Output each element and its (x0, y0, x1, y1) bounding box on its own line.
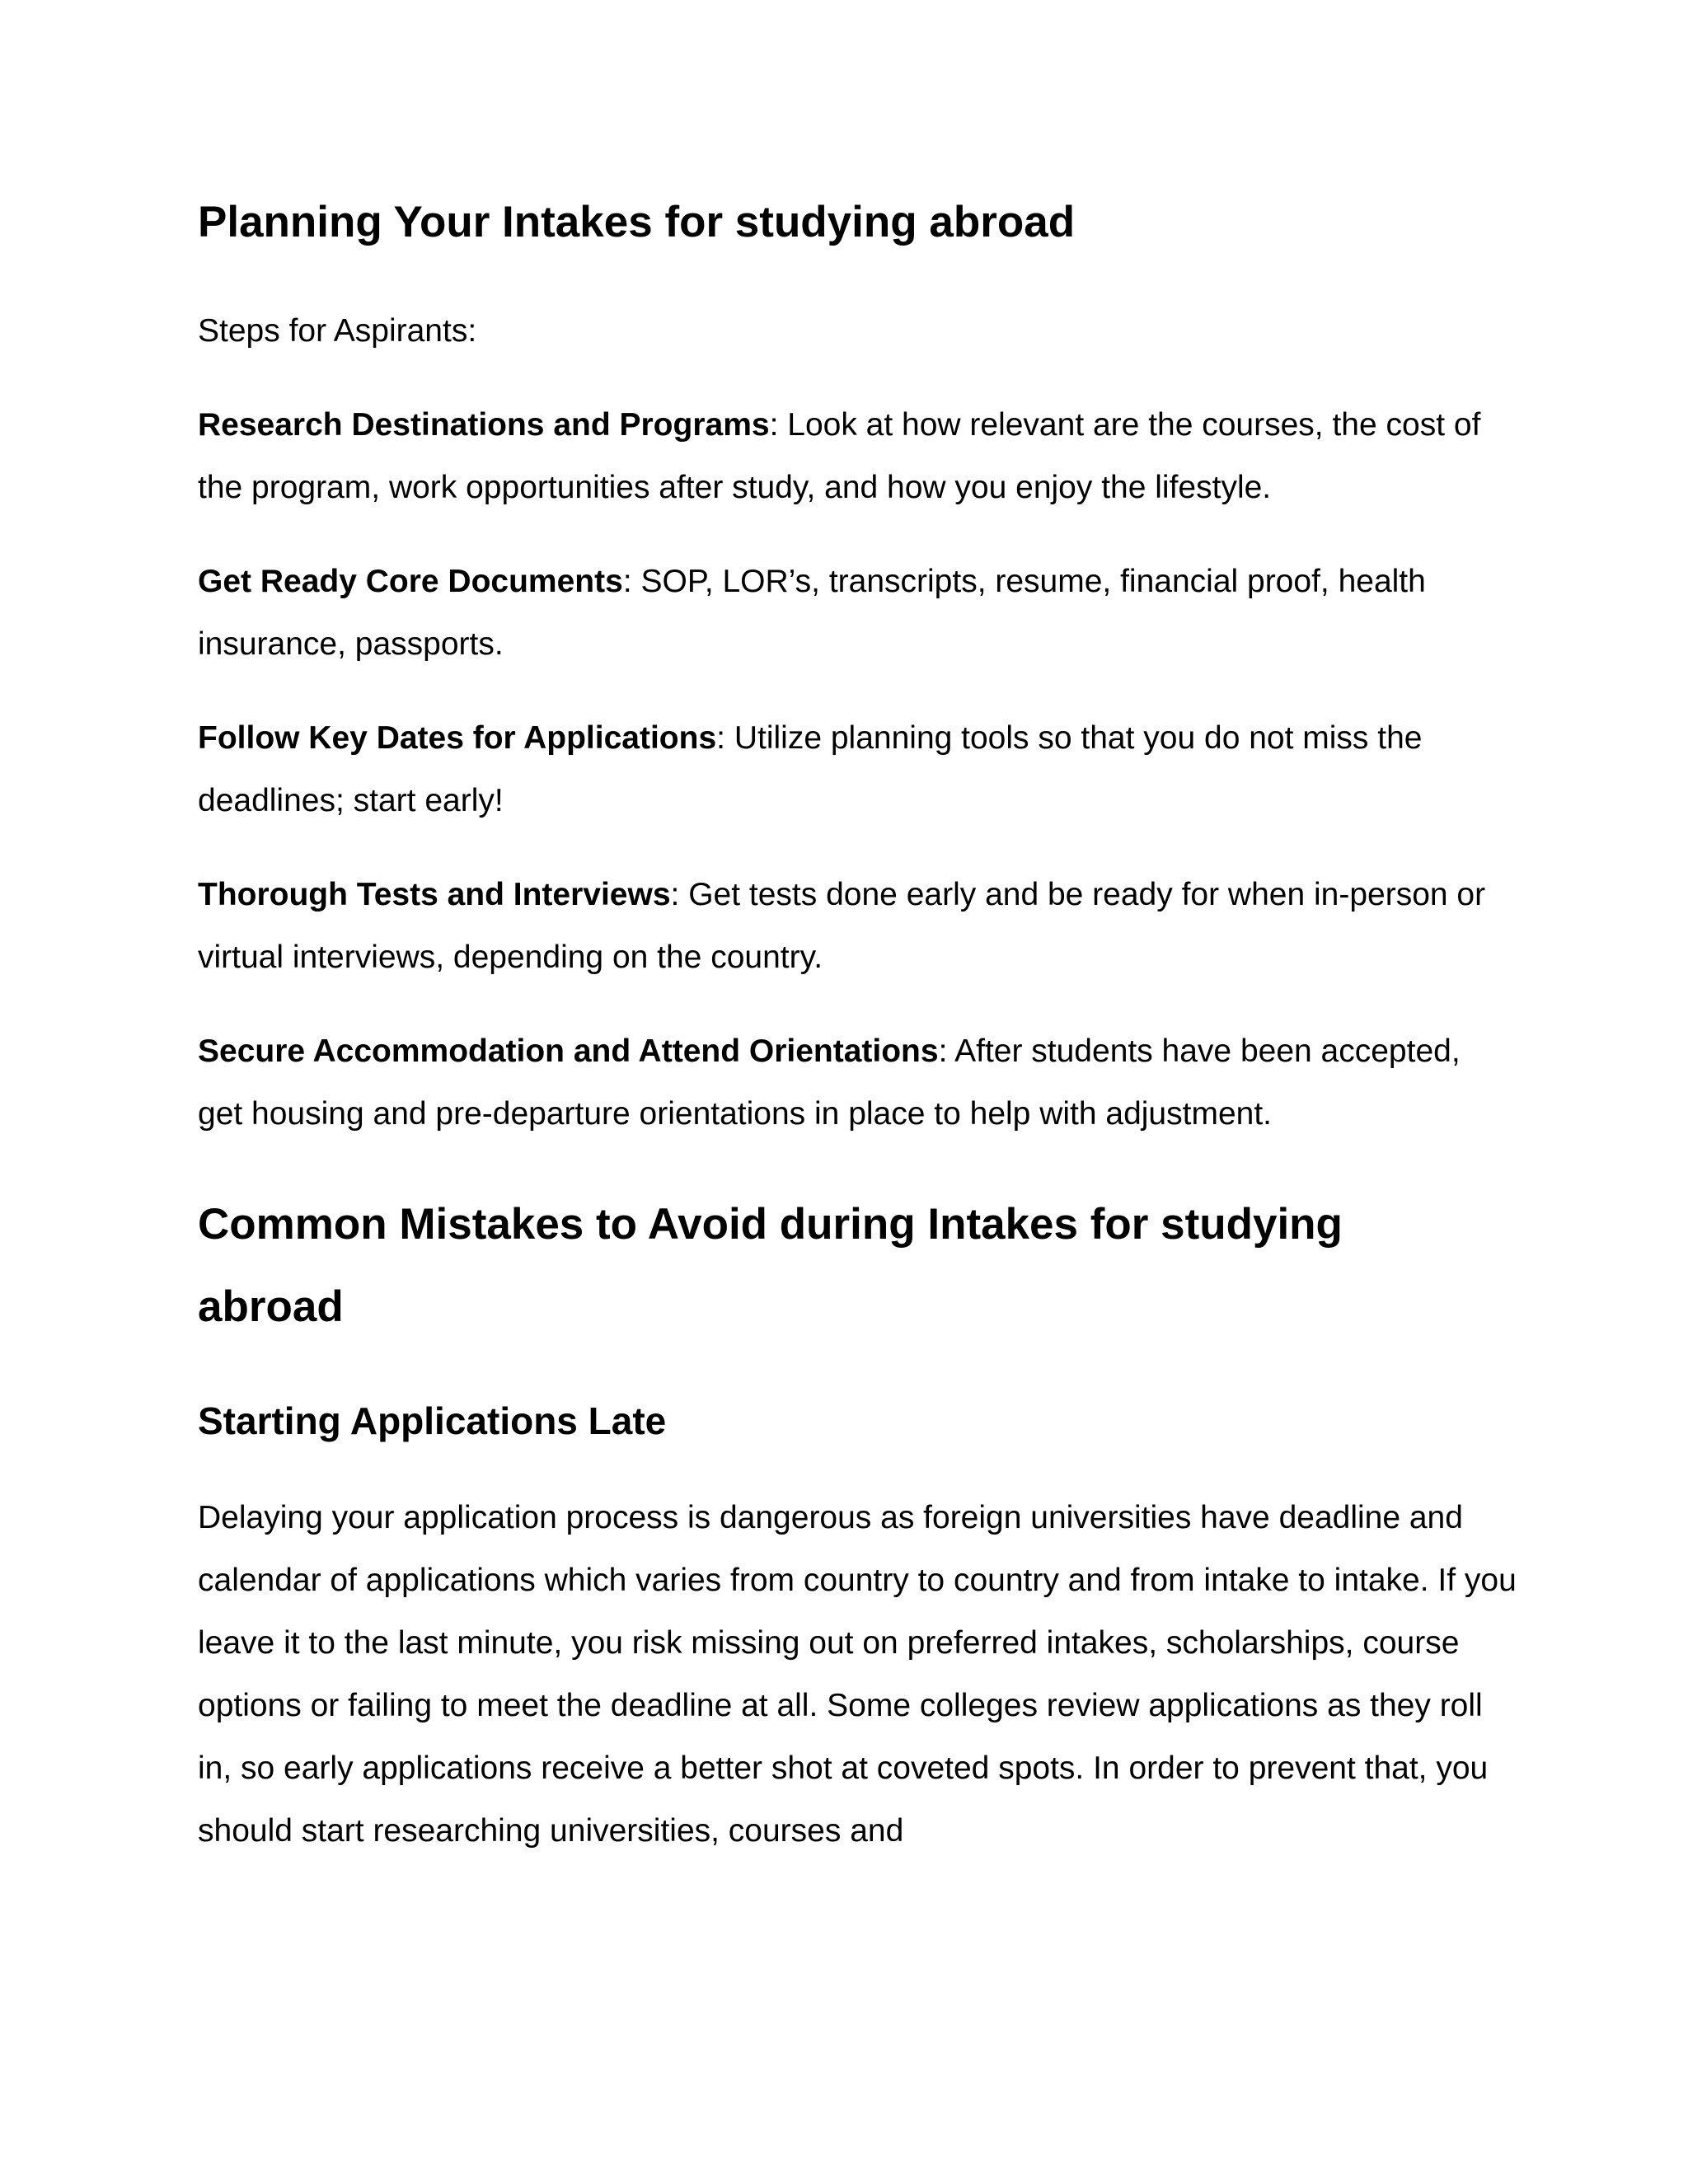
subsection-title: Starting Applications Late (198, 1399, 667, 1442)
section-title-common-mistakes: Common Mistakes to Avoid during Intakes for studying abroad (198, 1200, 1343, 1331)
page-title: Planning Your Intakes for studying abroad (198, 198, 1076, 246)
step-separator: : (622, 564, 632, 599)
step-paragraph-dates (198, 707, 1500, 832)
step-separator: : (938, 1033, 948, 1069)
step-paragraph-documents (198, 551, 1500, 676)
step-text: Look at how relevant are the courses, the cost of the program, work opportunities after study, and how you enjoy the lifestyle. (198, 407, 1481, 505)
step-paragraph-accommodation (198, 1020, 1500, 1146)
step-separator: : (670, 877, 680, 912)
step-separator: : (769, 407, 779, 443)
step-text: Utilize planning tools so that you do not miss the deadlines; start early! (198, 720, 1423, 818)
step-term: Get Ready Core Documents (198, 564, 623, 599)
step-paragraph-research (198, 394, 1500, 519)
step-term: Thorough Tests and Interviews (198, 877, 671, 912)
step-text: SOP, LOR’s, transcripts, resume, financial proof, health insurance, passports. (198, 564, 1426, 662)
step-paragraph-tests (198, 864, 1500, 989)
step-term: Secure Accommodation and Attend Orientations (198, 1033, 939, 1069)
step-term: Research Destinations and Programs (198, 407, 770, 443)
step-term: Follow Key Dates for Applications (198, 720, 717, 756)
subsection-body: Delaying your application process is dangerous as foreign universities have deadline and calendar of applications which varies from country to country and from intake to intake. If you leave it to the last minute, you risk missing out on preferred intakes, scholarships, course options or failing to meet the deadline at all. Some colleges review applications as they roll in, so early applications receive a better shot at coveted spots. In order to prevent that, you should start researching universities, courses and (198, 1500, 1517, 1849)
intro-text: Steps for Aspirants: (198, 313, 477, 349)
step-separator: : (716, 720, 725, 756)
step-text: After students have been accepted, get housing and pre-departure orientations in place to help with adjustment. (198, 1033, 1461, 1132)
step-text: Get tests done early and be ready for when in-person or virtual interviews, depending on the country. (198, 877, 1486, 975)
